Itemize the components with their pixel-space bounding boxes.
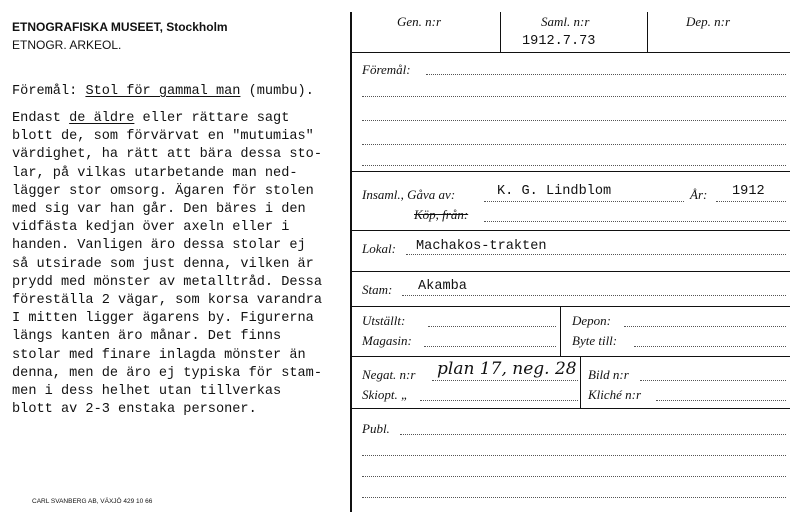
skiopt-line bbox=[420, 400, 578, 401]
foremal-line bbox=[362, 120, 786, 121]
publ-label: Publ. bbox=[362, 421, 390, 436]
description-line: föreställa 2 vägar, som korsa varandra bbox=[12, 293, 322, 309]
saml-nr-label: Saml. n:r bbox=[541, 14, 590, 29]
description-line: längs kanten äro månar. Det finns bbox=[12, 329, 282, 345]
foremal-label: Föremål: bbox=[362, 62, 411, 77]
form-header-divider bbox=[500, 12, 501, 52]
foremal-line bbox=[362, 144, 786, 145]
object-prefix: Föremål: bbox=[12, 84, 78, 99]
description-line: lägger stor omsorg. Ägaren för stolen bbox=[12, 183, 314, 199]
bild-label: Bild n:r bbox=[588, 367, 629, 382]
foremal-line bbox=[362, 165, 786, 166]
skiopt-label: Skiopt. „ bbox=[362, 387, 409, 402]
depon-label: Depon: bbox=[572, 313, 611, 328]
foremal-line bbox=[426, 74, 786, 75]
form-left-border bbox=[350, 12, 352, 512]
stam-line bbox=[402, 295, 786, 296]
magasin-line bbox=[424, 346, 556, 347]
description-line: men i dess helhet utan tillverkas bbox=[12, 384, 282, 400]
insaml-label: Insaml., Gåva av: bbox=[362, 187, 456, 202]
ar-line bbox=[716, 201, 786, 202]
description-line: med sig var han går. Den bäres i den bbox=[12, 202, 306, 218]
description-line: lar, på vilkas utarbetande man ned- bbox=[12, 165, 298, 181]
stam-label: Stam: bbox=[362, 282, 393, 297]
utstallt-label: Utställt: bbox=[362, 313, 406, 328]
publ-line bbox=[400, 434, 786, 435]
form-header-divider bbox=[647, 12, 648, 52]
kop-line bbox=[484, 221, 786, 222]
lokal-value: Machakos-trakten bbox=[416, 239, 547, 254]
negat-line bbox=[432, 380, 578, 381]
publ-line bbox=[362, 455, 786, 456]
description-line: blott de, som förvärvat en "mutumias" bbox=[12, 129, 314, 145]
kliche-label: Kliché n:r bbox=[588, 387, 642, 402]
section-divider bbox=[350, 356, 790, 357]
byte-line bbox=[634, 346, 786, 347]
description-line: handen. Vanligen äro dessa stolar ej bbox=[12, 238, 306, 254]
section-divider bbox=[350, 408, 790, 409]
printer-imprint: CARL SVANBERG AB, VÄXJÖ 429 10 66 bbox=[32, 498, 153, 505]
publ-line bbox=[362, 497, 786, 498]
section-divider bbox=[350, 306, 790, 307]
publ-line bbox=[362, 476, 786, 477]
description-line: blott av 2-3 enstaka personer. bbox=[12, 402, 257, 418]
ar-value: 1912 bbox=[732, 184, 765, 199]
lokal-label: Lokal: bbox=[362, 241, 396, 256]
description-line: I mitten ligger ägarens by. Figurerna bbox=[12, 311, 314, 327]
gen-nr-label: Gen. n:r bbox=[397, 14, 442, 29]
ar-label: År: bbox=[690, 187, 708, 202]
object-name: Stol för gammal man bbox=[85, 84, 241, 99]
section-divider bbox=[350, 271, 790, 272]
storage-divider bbox=[560, 306, 561, 356]
negat-value: plan 17, neg. 28 bbox=[437, 359, 577, 379]
museum-name: ETNOGRAFISKA MUSEET, Stockholm bbox=[12, 20, 228, 34]
lokal-line bbox=[406, 254, 786, 255]
bild-line bbox=[640, 380, 786, 381]
department-name: ETNOGR. ARKEOL. bbox=[12, 38, 122, 52]
depon-line bbox=[624, 326, 786, 327]
description-line: denna, men de äro ej typiska för stam- bbox=[12, 365, 322, 381]
insaml-value: K. G. Lindblom bbox=[497, 184, 612, 199]
saml-nr-value: 1912.7.73 bbox=[522, 34, 596, 49]
foremal-line bbox=[362, 96, 786, 97]
negat-label: Negat. n:r bbox=[362, 367, 416, 382]
section-divider bbox=[350, 171, 790, 172]
magasin-label: Magasin: bbox=[362, 333, 412, 348]
object-native-name: (mumbu). bbox=[248, 84, 314, 99]
description-text bbox=[12, 110, 322, 419]
description-line: prydd med mönster av metalltråd. Dessa bbox=[12, 274, 322, 290]
object-title-line bbox=[12, 84, 314, 99]
dep-nr-label: Dep. n:r bbox=[686, 14, 731, 29]
description-line: vidfästa kedjan över axeln eller i bbox=[12, 220, 290, 236]
description-line: stolar med finare inlagda mönster än bbox=[12, 347, 306, 363]
kliche-line bbox=[656, 400, 786, 401]
kop-label: Köp, från: bbox=[414, 207, 469, 222]
byte-label: Byte till: bbox=[572, 333, 618, 348]
stam-value: Akamba bbox=[418, 279, 467, 294]
description-line: så utsirade som just denna, vilken är bbox=[12, 256, 314, 272]
media-divider bbox=[580, 356, 581, 408]
description-line: värdighet, ha rätt att bära dessa sto- bbox=[12, 147, 322, 163]
insaml-line bbox=[484, 201, 684, 202]
description-line: Endast de äldre eller rättare sagt bbox=[12, 111, 290, 126]
utstallt-line bbox=[428, 326, 556, 327]
form-header-border bbox=[350, 52, 790, 53]
section-divider bbox=[350, 230, 790, 231]
